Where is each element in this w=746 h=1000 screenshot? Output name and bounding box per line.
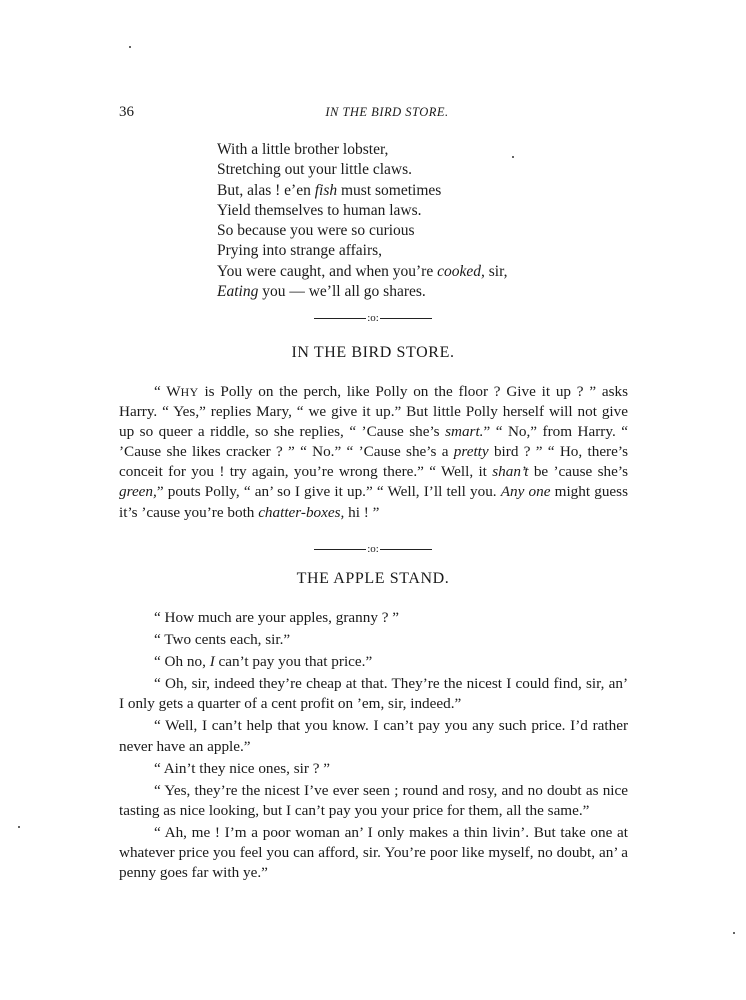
apple-stand-text xyxy=(119,608,628,883)
italic-text: chatter-boxes, xyxy=(258,503,345,521)
text-run: You were caught, and when you’re xyxy=(217,262,438,280)
text-run: With a little brother lobster, xyxy=(217,141,389,158)
paragraph xyxy=(119,674,628,714)
print-speck xyxy=(129,46,131,48)
poem-line xyxy=(217,241,508,261)
text-run: ” “ No,” from Harry. “ ’Cause she likes cracker ? ” “ No.” “ ’Cause she’s a xyxy=(119,423,628,461)
paragraph xyxy=(119,652,628,672)
paragraph xyxy=(119,781,628,821)
poem-line xyxy=(217,262,508,282)
text-run: is Polly on the perch, like Polly on the floor ? Give it up ? ” asks Harry. “ Yes,” replies Mary, “ we give it up.” But little Polly herself will not give up so queer a riddle, so she replies, “ ’Cause she’s xyxy=(119,383,628,441)
text-run: can’t pay you that price.” xyxy=(214,653,373,671)
poem-line xyxy=(217,160,508,180)
divider-ornament: :o: xyxy=(367,312,379,325)
text-run: “ Oh, sir, indeed they’re cheap at that. They’re the nicest I could find, sir, an’ I only gets a quarter of a cent profit on ’em, sir, indeed.” xyxy=(119,675,628,713)
poem-line xyxy=(217,221,508,241)
text-run: “ W xyxy=(154,383,181,400)
italic-text: smart. xyxy=(445,423,484,441)
italic-text: shan’t xyxy=(492,463,529,481)
text-run: “ Ain’t they nice ones, sir ? ” xyxy=(154,759,331,777)
section-divider xyxy=(0,543,746,555)
running-head-text: IN THE BIRD STORE. xyxy=(325,105,449,119)
divider-rule-right xyxy=(380,318,432,319)
poem-stanza xyxy=(217,140,508,302)
page-number: 36 xyxy=(119,104,134,120)
paragraph xyxy=(119,759,628,779)
italic-text: I xyxy=(209,653,215,671)
section-title-bird-store: IN THE BIRD STORE. xyxy=(291,344,455,361)
text-run: you — we’ll all go shares. xyxy=(258,283,426,301)
italic-text: cooked, xyxy=(437,262,485,280)
small-caps-text: HY xyxy=(180,385,199,399)
print-speck xyxy=(18,826,20,828)
running-head xyxy=(0,105,746,120)
text-run: sir, xyxy=(484,262,508,280)
poem-line xyxy=(217,140,508,160)
text-run: Yield themselves to human laws. xyxy=(217,201,422,219)
divider-rule-right xyxy=(380,549,432,550)
text-run: “ Well, I can’t help that you know. I can’t pay you any such price. I’d rather never have an apple.” xyxy=(119,717,628,755)
text-run: “ How much are your apples, granny ? ” xyxy=(154,609,400,626)
paragraph xyxy=(119,630,628,650)
text-run: So because you were so curious xyxy=(217,222,415,240)
text-run: hi ! ” xyxy=(344,503,380,521)
paragraph xyxy=(119,608,628,628)
text-run: Stretching out your little claws. xyxy=(217,161,413,179)
poem-line xyxy=(217,282,508,302)
paragraph xyxy=(119,382,628,523)
text-run: “ Yes, they’re the nicest I’ve ever seen ; round and rosy, and no doubt as nice tasting as nice looking, but I can’t pay you your price for them, all the same.” xyxy=(119,781,628,819)
text-run: But, alas ! e’en xyxy=(217,181,315,199)
section-title-apple-stand: THE APPLE STAND. xyxy=(296,570,450,587)
italic-text: Eating xyxy=(217,283,259,301)
divider-rule-left xyxy=(314,549,366,550)
text-run: “ Oh no, xyxy=(154,653,210,671)
divider-rule-left xyxy=(314,318,366,319)
text-run: “ Ah, me ! I’m a poor woman an’ I only makes a thin livin’. But take one at whatever price you feel you can afford, sir. You’re poor like myself, no doubt, an’ a penny goes far with ye.” xyxy=(119,823,628,882)
italic-text: Any one xyxy=(500,483,551,501)
text-run: might guess it’s ’cause you’re both xyxy=(119,483,628,521)
text-run: be ’cause she’s xyxy=(528,463,628,481)
text-run: “ Two cents each, sir.” xyxy=(154,631,291,649)
poem-line xyxy=(217,181,508,201)
italic-text: pretty xyxy=(453,443,489,461)
bird-store-text xyxy=(119,382,628,523)
text-run: ” pouts Polly, “ an’ so I give it up.” “ Well, I’ll tell you. xyxy=(156,483,501,501)
italic-text: green, xyxy=(119,483,157,501)
text-run: Prying into strange affairs, xyxy=(217,242,383,260)
paragraph xyxy=(119,823,628,883)
print-speck xyxy=(733,932,735,934)
paragraph xyxy=(119,716,628,756)
text-run: bird ? ” “ Ho, there’s conceit for you ! try again, you’re wrong there.” “ Well, it xyxy=(119,443,628,481)
poem-line xyxy=(217,201,508,221)
text-run: must sometimes xyxy=(337,181,442,199)
print-speck xyxy=(512,156,514,158)
divider-ornament: :o: xyxy=(367,543,379,556)
italic-text: fish xyxy=(314,181,338,199)
section-divider xyxy=(0,312,746,324)
